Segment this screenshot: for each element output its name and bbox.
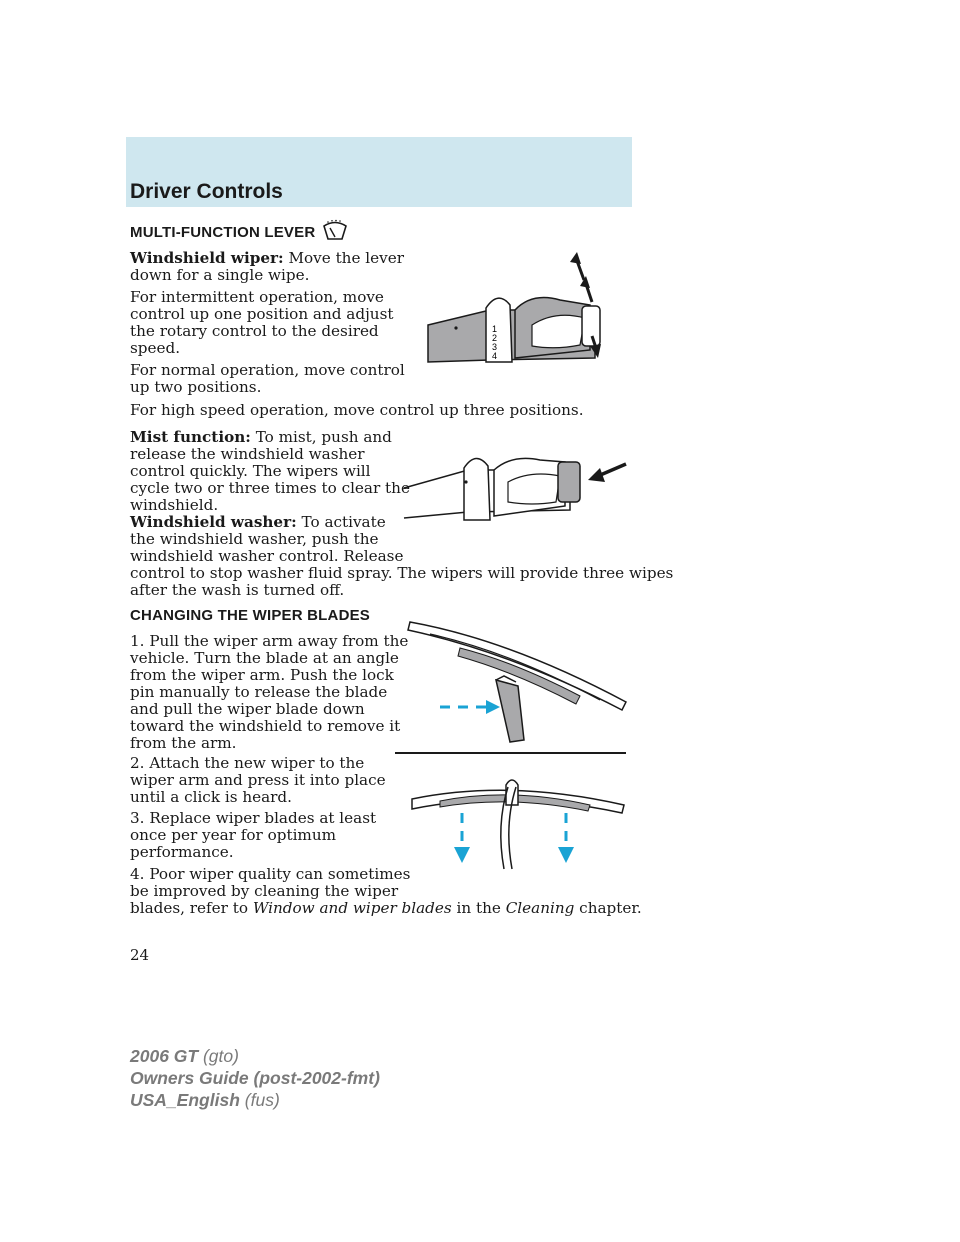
step-2-paragraph [130, 755, 386, 806]
text-line: blades, refer to [130, 899, 253, 917]
mist-text: To mist, push and [255, 428, 392, 446]
step-3-paragraph [130, 810, 376, 861]
high-speed-paragraph [130, 402, 584, 419]
lever-speed-1: 1 [492, 324, 498, 334]
footer-line-2 [130, 1068, 380, 1089]
text-line: 4. Poor wiper quality can sometimes [130, 865, 411, 883]
text-line: wiper arm and press it into place [130, 771, 386, 789]
wiper-label: Windshield wiper: [130, 249, 284, 267]
illustration-divider [395, 752, 626, 754]
footer-guide-format: Owners Guide (post-2002-fmt) [130, 1068, 380, 1088]
text-line: toward the windshield to remove it [130, 717, 401, 735]
cleaning-chapter-reference: Cleaning [505, 899, 575, 917]
text-line: 2. Attach the new wiper to the [130, 754, 365, 772]
wiper-blade-attach-illustration [400, 765, 630, 875]
text-line: control up one position and adjust [130, 305, 394, 323]
text-line: windshield washer control. Release [130, 547, 404, 565]
mist-label: Mist function: [130, 428, 251, 446]
page-number: 24 [130, 946, 150, 964]
text-line: 1. Pull the wiper arm away from the [130, 632, 409, 650]
footer-line-1 [130, 1046, 239, 1067]
text-line: and pull the wiper blade down [130, 700, 365, 718]
text-line: the windshield washer, push the [130, 530, 379, 548]
text-line: For intermittent operation, move [130, 288, 384, 306]
wiper-text: down for a single wipe. [130, 266, 310, 284]
text-line: from the wiper arm. Push the lock [130, 666, 394, 684]
text-line: up two positions. [130, 378, 262, 396]
text-line: vehicle. Turn the blade at an angle [130, 649, 399, 667]
text-line: after the wash is turned off. [130, 581, 345, 599]
text-line: in the [451, 899, 506, 917]
intermittent-paragraph [130, 289, 393, 357]
wiper-text: Move the lever [288, 249, 404, 267]
text-line: the rotary control to the desired [130, 322, 379, 340]
footer-model-code: (gto) [202, 1046, 239, 1066]
text-line: cycle two or three times to clear the [130, 479, 410, 497]
section-title: Driver Controls [130, 180, 283, 203]
text-line: pin manually to release the blade [130, 683, 388, 701]
text-line: For high speed operation, move control up three positions. [130, 401, 584, 419]
lever-illustration-wiper [420, 250, 620, 370]
text-line: once per year for optimum [130, 826, 337, 844]
text-line: control to stop washer fluid spray. The wipers will provide three wipes [130, 564, 674, 582]
text-line: performance. [130, 843, 234, 861]
text-line: 3. Replace wiper blades at least [130, 809, 377, 827]
text-line: windshield. [130, 496, 219, 514]
wiper-blade-removal-illustration [400, 600, 630, 750]
wiper-paragraph [130, 250, 404, 284]
footer-line-3 [130, 1090, 280, 1111]
washer-paragraph [130, 514, 673, 599]
mist-paragraph [130, 429, 410, 514]
step-1-paragraph [130, 633, 408, 752]
text-line: control quickly. The wipers will [130, 462, 371, 480]
footer-language: USA_English [130, 1090, 240, 1110]
lever-speed-3: 3 [492, 342, 498, 352]
multi-function-lever-heading: MULTI-FUNCTION LEVER [130, 224, 316, 241]
lever-speed-4: 4 [492, 351, 498, 361]
text-line: from the arm. [130, 734, 237, 752]
text-line: until a click is heard. [130, 788, 292, 806]
windshield-wiper-icon [322, 220, 348, 242]
window-wiper-blades-reference: Window and wiper blades [252, 899, 452, 917]
normal-paragraph [130, 362, 405, 396]
text-line: For normal operation, move control [130, 361, 405, 379]
text-line: release the windshield washer [130, 445, 365, 463]
footer-model: 2006 GT [130, 1046, 199, 1066]
text-line: chapter. [574, 899, 642, 917]
changing-wiper-blades-heading: CHANGING THE WIPER BLADES [130, 607, 371, 624]
text-line: be improved by cleaning the wiper [130, 882, 399, 900]
lever-speed-2: 2 [492, 333, 498, 343]
washer-label: Windshield washer: [130, 513, 297, 531]
washer-text: To activate [301, 513, 386, 531]
footer-language-code: (fus) [244, 1090, 280, 1110]
text-line: speed. [130, 339, 181, 357]
